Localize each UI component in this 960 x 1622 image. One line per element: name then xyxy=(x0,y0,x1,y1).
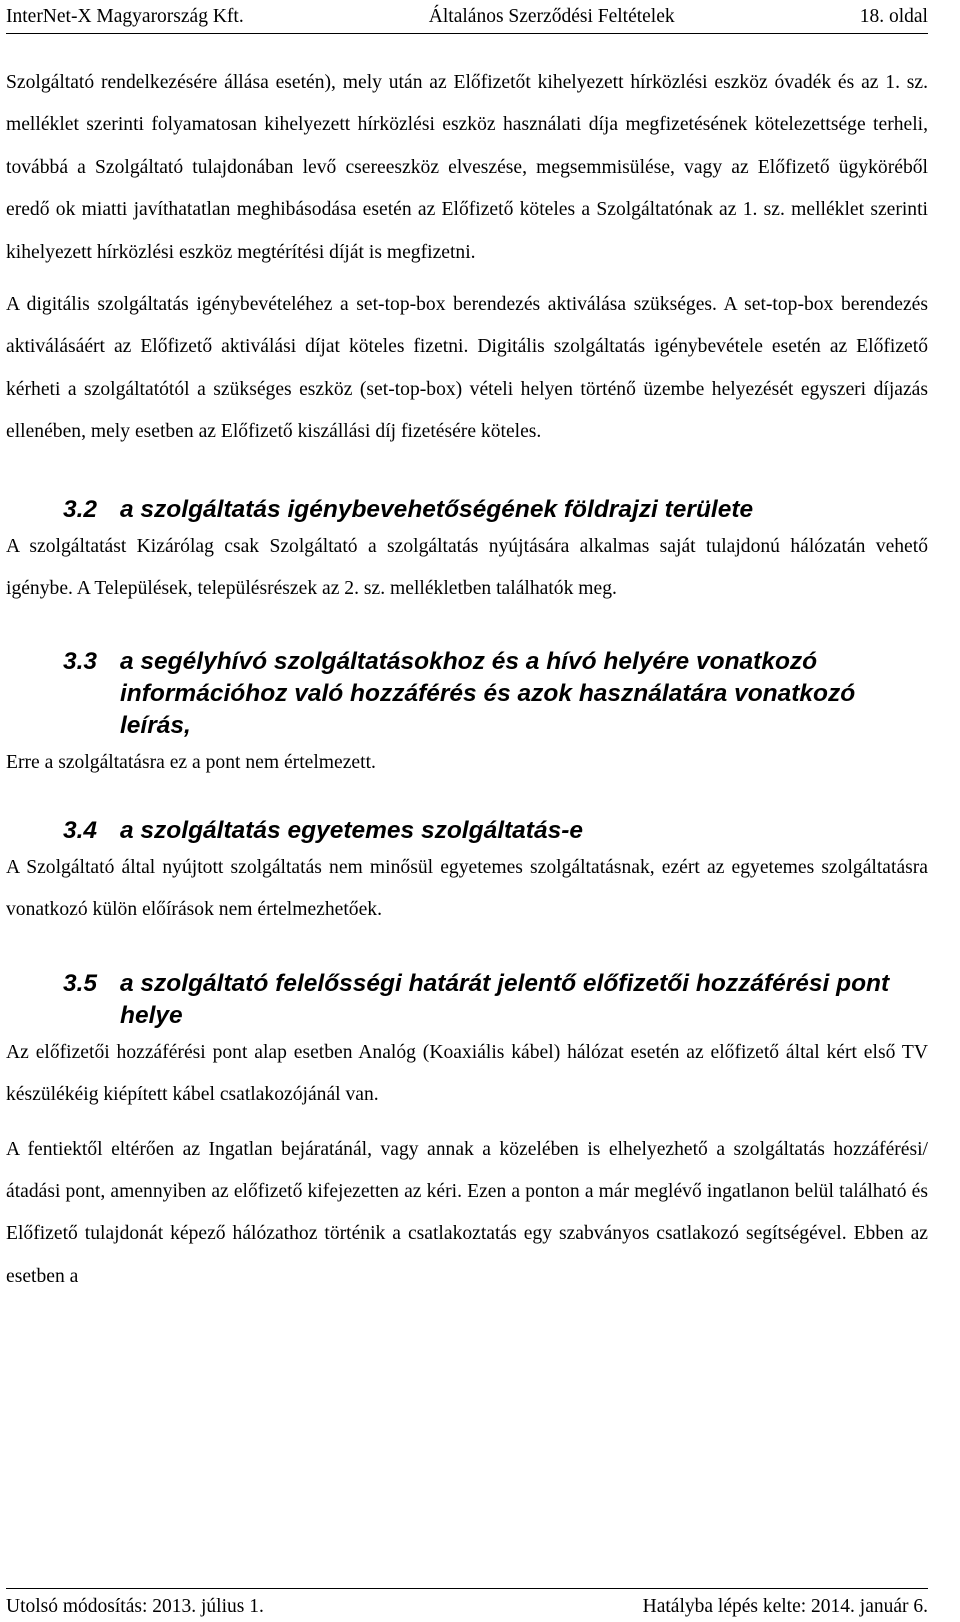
footer-effective-date: Hatályba lépés kelte: 2014. január 6. xyxy=(642,1596,928,1617)
section-body-3-5-second: A fentiektől eltérően az Ingatlan bejáratánál, vagy annak a közelében is elhelyezhető a szolgáltatás hozzáférési/átadási pont, amennyiben az előfizető kifejezetten az kéri. Ezen a ponton a már meglévő ingatlanon belül található és Előfizető tulajdonát képező hálózathoz történik a csatlakoztatás egy szabványos csatlakozó segítségével. Ebben az esetben a xyxy=(6,1138,928,1287)
section-title: a szolgáltatás igénybevehetőségének földrajzi területe xyxy=(120,495,754,523)
page-header xyxy=(6,4,928,30)
section-number: 3.5 xyxy=(63,969,98,997)
section-heading-3-2 xyxy=(6,494,928,526)
section-title: a szolgáltató felelősségi határát jelentő előfizetői hozzáférési pont helye xyxy=(120,969,890,1029)
section-heading-3-3 xyxy=(6,646,928,742)
section-number: 3.3 xyxy=(63,648,98,676)
paragraph-deposit: Szolgáltató rendelkezésére állása esetén), mely után az Előfizetőt kihelyezett hírközlési eszköz óvadék és az 1. sz. melléklet szerinti folyamatosan kihelyezett hírközlési eszköz használati díja megfizetésének kötelezettsége terheli, továbbá a Szolgáltató tulajdonában levő csereeszköz elveszése, megsemmisülése, vagy az Előfizető ügyköréből eredő ok miatti javíthatatlan meghibásodása esetén az Előfizető köteles a Szolgáltatónak az 1. sz. melléklet szerinti kihelyezett hírközlési eszköz megtérítési díját is megfizetni. xyxy=(6,72,928,263)
header-divider xyxy=(6,33,928,34)
footer-divider xyxy=(6,1588,928,1589)
section-title: a szolgáltatás egyetemes szolgáltatás-e xyxy=(120,816,583,844)
section-number: 3.2 xyxy=(63,495,98,523)
section-body-3-5-first: Az előfizetői hozzáférési pont alap esetben Analóg (Koaxiális kábel) hálózat esetén az előfizető által kért első TV készülékéig kiépített kábel csatlakozójánál van. xyxy=(6,1041,928,1106)
header-company: InterNet-X Magyarország Kft. xyxy=(6,6,244,27)
footer-last-modified: Utolsó módosítás: 2013. július 1. xyxy=(6,1596,264,1617)
section-body-3-4: A Szolgáltató által nyújtott szolgáltatás nem minősül egyetemes szolgáltatásnak, ezért az egyetemes szolgáltatásra vonatkozó külön előírások nem értelmezhetőek. xyxy=(6,856,928,921)
section-body-3-3: Erre a szolgáltatásra ez a pont nem értelmezett. xyxy=(6,752,376,774)
header-doc-title: Általános Szerződési Feltételek xyxy=(428,6,675,27)
page-footer xyxy=(6,1594,928,1620)
section-heading-3-5 xyxy=(6,968,928,1032)
page-content xyxy=(6,62,928,1298)
section-heading-3-4 xyxy=(6,815,928,847)
section-title: a segélyhívó szolgáltatásokhoz és a hívó helyére vonatkozó információhoz való hozzáférés és azok használatára vonatkozó leírás, xyxy=(120,648,856,740)
section-body-3-2: A szolgáltatást Kizárólag csak Szolgáltató a szolgáltatás nyújtására alkalmas saját tulajdonú hálózatán vehető igénybe. A Települések, településrészek az 2. sz. mellékletben találhatók meg. xyxy=(6,535,928,600)
paragraph-set-top-box: A digitális szolgáltatás igénybevételéhez a set-top-box berendezés aktiválása szükséges. A set-top-box berendezés aktiválásáért az Előfizető aktiválási díjat köteles fizetni. Digitális szolgáltatás igénybevétele esetén az Előfizető kérheti a szolgáltatótól a szükséges eszköz (set-top-box) vételi helyen történő üzembe helyezését egyszeri díjazás ellenében, mely esetben az Előfizető kiszállási díj fizetésére köteles. xyxy=(6,294,928,443)
header-page-number: 18. oldal xyxy=(859,6,928,27)
section-number: 3.4 xyxy=(63,816,98,844)
